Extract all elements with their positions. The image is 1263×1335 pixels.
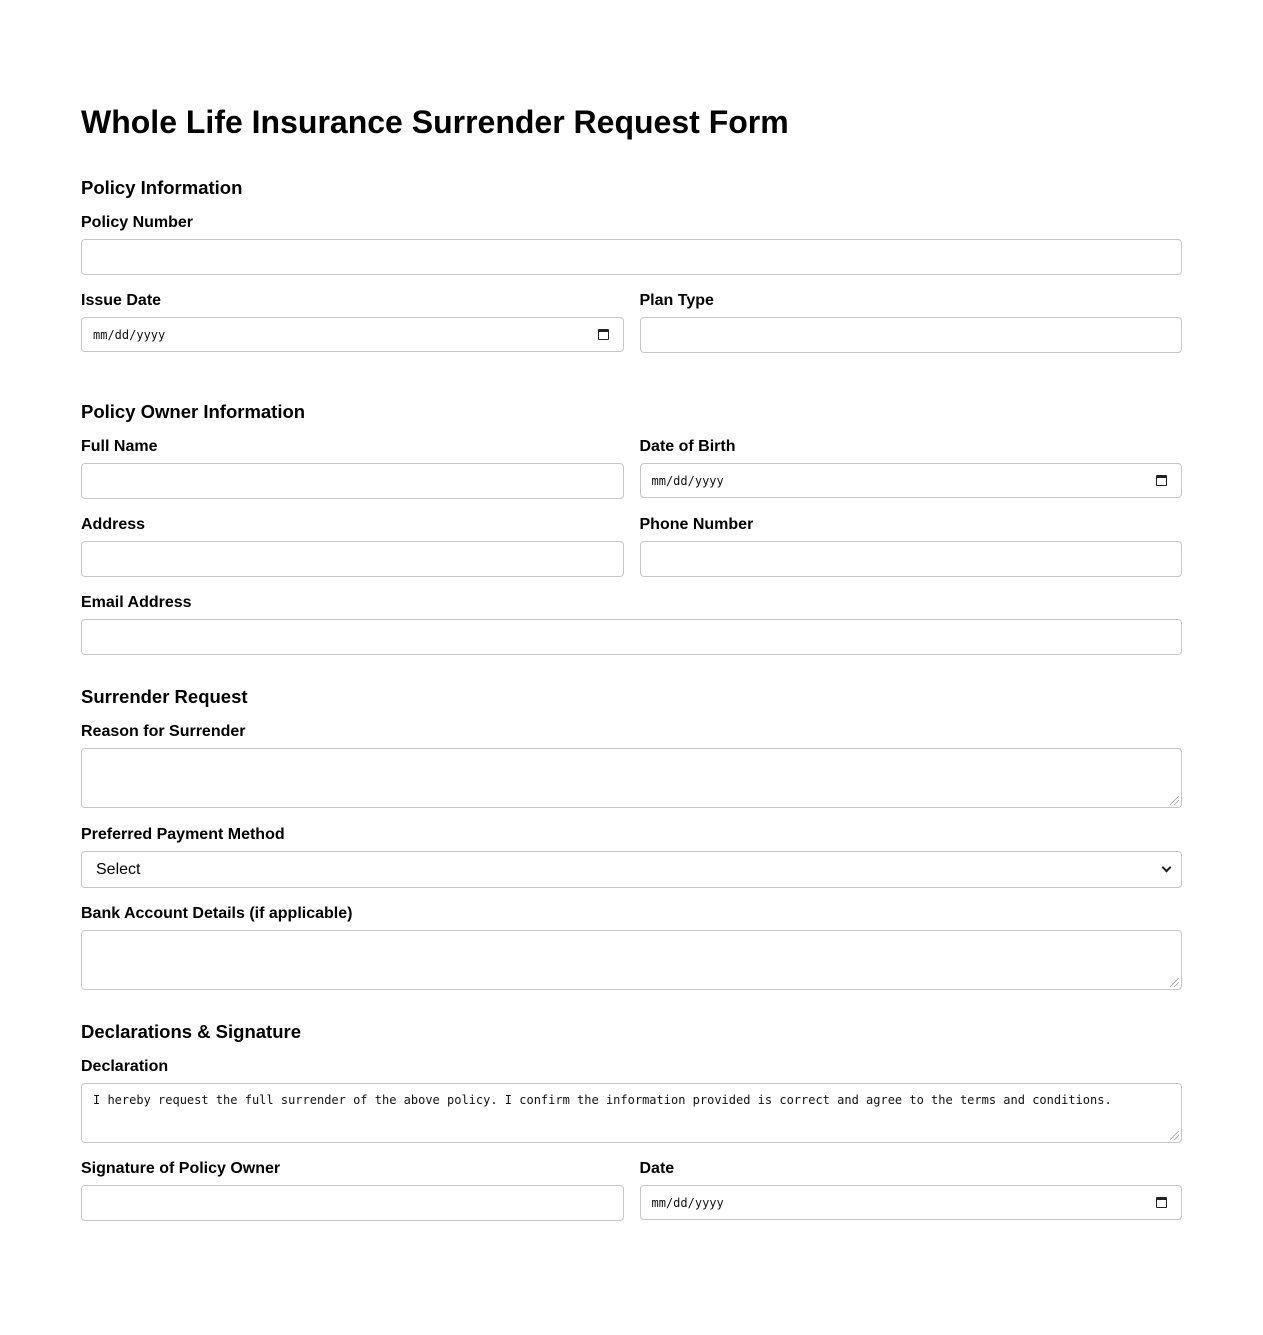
policy-number-label: Policy Number (81, 214, 194, 231)
plan-type-input[interactable] (640, 317, 1183, 353)
surrender-request-section (81, 686, 1182, 990)
name-dob-row (81, 437, 1182, 499)
issue-date-placeholder: mm/dd/yyyy (93, 327, 166, 342)
issue-date-input[interactable] (81, 317, 624, 352)
address-field (81, 515, 624, 577)
declarations-section (81, 1021, 1182, 1221)
date-of-birth-field (640, 437, 1183, 499)
signature-date-input[interactable] (640, 1185, 1183, 1220)
section-heading: Declarations & Signature (81, 1021, 302, 1042)
section-heading: Policy Owner Information (81, 401, 306, 422)
declaration-textarea[interactable] (81, 1083, 1182, 1143)
resize-handle-icon[interactable] (1170, 796, 1179, 805)
declaration-field (81, 1057, 1182, 1143)
signature-date-label: Date (639, 1160, 675, 1177)
bank-details-field (81, 904, 1182, 990)
declaration-text: I hereby request the full surrender of the above policy. I confirm the information provided is correct and agree to the terms and conditions. (93, 1093, 1112, 1107)
signature-field (81, 1159, 624, 1221)
address-phone-row (81, 515, 1182, 577)
issue-date-label: Issue Date (81, 292, 162, 309)
issue-plan-row (81, 291, 1182, 353)
declaration-label: Declaration (81, 1058, 169, 1075)
bank-details-textarea[interactable] (81, 930, 1182, 990)
plan-type-field (640, 291, 1183, 353)
policy-number-input[interactable] (81, 239, 1182, 275)
email-field (81, 593, 1182, 655)
full-name-input[interactable] (81, 463, 624, 499)
signature-label: Signature of Policy Owner (81, 1160, 281, 1177)
calendar-icon[interactable] (1156, 1197, 1167, 1208)
page-title: Whole Life Insurance Surrender Request Form (81, 104, 789, 140)
calendar-icon[interactable] (1156, 475, 1167, 486)
payment-method-select[interactable] (81, 851, 1182, 888)
full-name-label: Full Name (81, 438, 158, 455)
reason-for-surrender-textarea[interactable] (81, 748, 1182, 808)
email-address-input[interactable] (81, 619, 1182, 655)
signature-date-placeholder: mm/dd/yyyy (651, 1195, 724, 1210)
signature-date-field (640, 1159, 1183, 1221)
issue-date-field (81, 291, 624, 353)
payment-method-field (81, 825, 1182, 888)
chevron-down-icon (1162, 863, 1172, 873)
payment-method-label: Preferred Payment Method (81, 826, 285, 843)
date-of-birth-input[interactable] (640, 463, 1183, 498)
resize-handle-icon[interactable] (1170, 978, 1179, 987)
address-input[interactable] (81, 541, 624, 577)
plan-type-label: Plan Type (639, 292, 714, 309)
policy-information-section (81, 177, 1182, 353)
date-of-birth-placeholder: mm/dd/yyyy (651, 473, 724, 488)
payment-method-selected: Select (96, 860, 141, 878)
policy-owner-section (81, 401, 1182, 655)
policy-number-field (81, 213, 1182, 275)
calendar-icon[interactable] (598, 329, 609, 340)
full-name-field (81, 437, 624, 499)
section-heading: Policy Information (81, 177, 243, 198)
phone-number-field (640, 515, 1183, 577)
date-of-birth-label: Date of Birth (639, 438, 736, 455)
reason-for-surrender-label: Reason for Surrender (81, 723, 246, 740)
phone-number-label: Phone Number (639, 516, 754, 533)
section-heading: Surrender Request (81, 686, 248, 707)
reason-field (81, 722, 1182, 808)
signature-input[interactable] (81, 1185, 624, 1221)
address-label: Address (81, 516, 146, 533)
resize-handle-icon[interactable] (1170, 1131, 1179, 1140)
phone-number-input[interactable] (640, 541, 1183, 577)
email-address-label: Email Address (81, 594, 192, 611)
bank-details-label: Bank Account Details (if applicable) (81, 905, 353, 922)
signature-date-row (81, 1159, 1182, 1221)
